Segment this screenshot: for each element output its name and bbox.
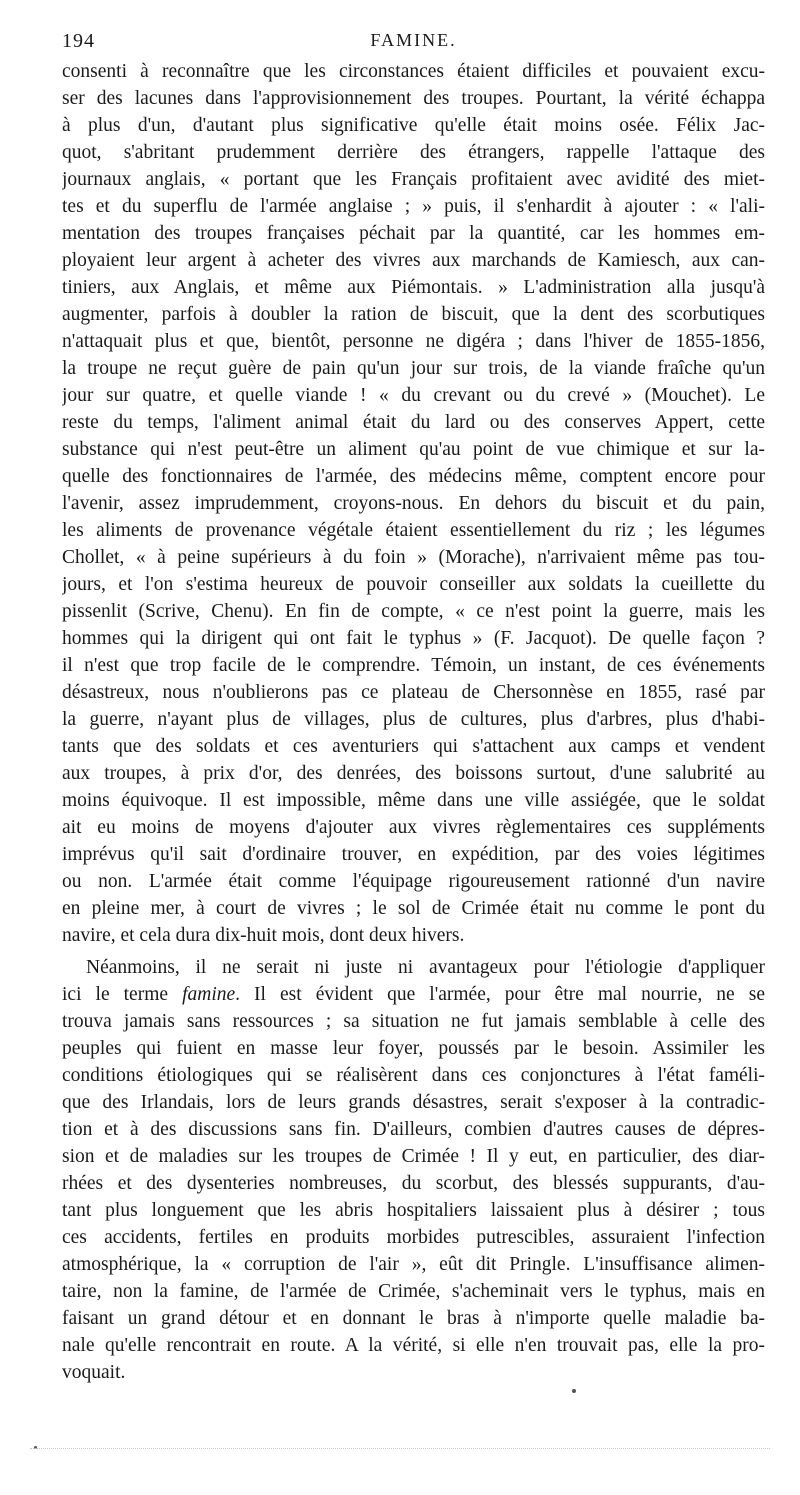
paragraph-2 bbox=[62, 954, 765, 1386]
running-title: FAMINE. bbox=[370, 30, 457, 50]
text-segment: . Il est évident que l'armée, pour être mal nourrie, ne se bbox=[235, 984, 765, 1005]
text-line bbox=[62, 1008, 765, 1035]
text-line bbox=[62, 1305, 765, 1332]
italic-term: famine bbox=[182, 984, 236, 1005]
text-segment: trouva jamais sans ressources ; sa situation ne fut jamais semblable à celle des bbox=[62, 1011, 765, 1032]
text-segment: Néanmoins, il ne serait ni juste ni avantageux pour l'étiologie d'appliquer bbox=[86, 957, 765, 978]
text-line: la guerre, n'ayant plus de villages, plus de cultures, plus d'arbres, plus d'habi- bbox=[62, 709, 765, 730]
text-line: les aliments de provenance végétale étaient essentiellement du riz ; les légumes bbox=[62, 520, 765, 541]
text-line: tiniers, aux Anglais, et même aux Piémontais. » L'administration alla jusqu'à bbox=[62, 277, 765, 298]
text-line bbox=[62, 1035, 765, 1062]
text-line: imprévus qu'il sait d'ordinaire trouver, en expédition, par des voies légitimes bbox=[62, 844, 765, 865]
text-line: ou non. L'armée était comme l'équipage rigoureusement rationné d'un navire bbox=[62, 871, 765, 892]
text-line: mentation des troupes françaises péchait par la quantité, car les hommes em- bbox=[62, 223, 765, 244]
text-line: tes et du superflu de l'armée anglaise ; » puis, il s'enhardit à ajouter : « l'ali- bbox=[62, 196, 765, 217]
text-line: Chollet, « à peine supérieurs à du foin » (Morache), n'arrivaient même pas tou- bbox=[62, 547, 765, 568]
text-line: navire, et cela dura dix-huit mois, dont deux hivers. bbox=[62, 925, 465, 946]
text-line: il n'est que trop facile de le comprendre. Témoin, un instant, de ces événements bbox=[62, 655, 765, 676]
text-line: à plus d'un, d'autant plus significative qu'elle était moins osée. Félix Jac- bbox=[62, 115, 765, 136]
text-segment: que des Irlandais, lors de leurs grands désastres, serait s'exposer à la contradic- bbox=[62, 1092, 765, 1113]
text-line: reste du temps, l'aliment animal était du lard ou des conserves Appert, cette bbox=[62, 412, 765, 433]
text-line bbox=[62, 981, 765, 1008]
text-segment: tion et à des discussions sans fin. D'ailleurs, combien d'autres causes de dépres- bbox=[62, 1119, 765, 1140]
text-line bbox=[62, 1116, 765, 1143]
scan-speck bbox=[572, 1389, 576, 1393]
text-line: pissenlit (Scrive, Chenu). En fin de compte, « ce n'est point la guerre, mais les bbox=[62, 601, 765, 622]
text-line: consenti à reconnaître que les circonstances étaient difficiles et pouvaient excu- bbox=[62, 61, 765, 82]
text-segment: conditions étiologiques qui se réalisèrent dans ces conjonctures à l'état faméli- bbox=[62, 1065, 765, 1086]
text-line bbox=[62, 1224, 765, 1251]
text-line: jour sur quatre, et quelle viande ! « du crevant ou du crevé » (Mouchet). Le bbox=[62, 385, 765, 406]
text-segment: atmosphérique, la « corruption de l'air », eût dit Pringle. L'insuffisance alimen- bbox=[62, 1254, 765, 1275]
text-segment: ici le terme bbox=[62, 984, 183, 1005]
text-line: désastreux, nous n'oublierons pas ce plateau de Chersonnèse en 1855, rasé par bbox=[62, 682, 765, 703]
text-line: augmenter, parfois à doubler la ration de biscuit, que la dent des scorbutiques bbox=[62, 304, 765, 325]
text-line bbox=[62, 1089, 765, 1116]
text-line: ployaient leur argent à acheter des vivres aux marchands de Kamiesch, aux can- bbox=[62, 250, 765, 271]
scan-artifact-line bbox=[30, 1448, 770, 1451]
text-segment: peuples qui fuient en masse leur foyer, poussés par le besoin. Assimiler les bbox=[62, 1038, 765, 1059]
text-line: tants que des soldats et ces aventuriers qui s'attachent aux camps et vendent bbox=[62, 736, 765, 757]
text-line: journaux anglais, « portant que les Français profitaient avec avidité des miet- bbox=[62, 169, 765, 190]
text-line bbox=[62, 1143, 765, 1170]
text-line: l'avenir, assez imprudemment, croyons-nous. En dehors du biscuit et du pain, bbox=[62, 493, 765, 514]
text-line: n'attaquait plus et que, bientôt, personne ne digéra ; dans l'hiver de 1855-1856, bbox=[62, 331, 765, 352]
text-line: hommes qui la dirigent qui ont fait le typhus » (F. Jacquot). De quelle façon ? bbox=[62, 628, 765, 649]
text-line bbox=[62, 1278, 765, 1305]
text-line: la troupe ne reçut guère de pain qu'un jour sur trois, de la viande fraîche qu'un bbox=[62, 358, 765, 379]
text-line: en pleine mer, à court de vivres ; le sol de Crimée était nu comme le pont du bbox=[62, 898, 765, 919]
text-line: ait eu moins de moyens d'ajouter aux vivres règlementaires ces suppléments bbox=[62, 817, 765, 838]
text-line: substance qui n'est peut-être un aliment qu'au point de vue chimique et sur la- bbox=[62, 439, 765, 460]
body-text bbox=[62, 58, 765, 1386]
page-number: 194 bbox=[62, 30, 95, 52]
text-line bbox=[62, 1197, 765, 1224]
text-segment: ces accidents, fertiles en produits morbides putrescibles, assuraient l'infection bbox=[62, 1227, 765, 1248]
text-line: jours, et l'on s'estima heureux de pouvoir conseiller aux soldats la cueillette du bbox=[62, 574, 765, 595]
text-line: quot, s'abritant prudemment derrière des étrangers, rappelle l'attaque des bbox=[62, 142, 765, 163]
text-line: aux troupes, à prix d'or, des denrées, des boissons surtout, d'une salubrité au bbox=[62, 763, 765, 784]
page-header bbox=[62, 30, 765, 56]
text-line bbox=[62, 1251, 765, 1278]
text-segment: voquait. bbox=[62, 1362, 126, 1383]
text-segment: taire, non la famine, de l'armée de Crimée, s'acheminait vers le typhus, mais en bbox=[62, 1281, 765, 1302]
text-segment: nale qu'elle rencontrait en route. A la vérité, si elle n'en trouvait pas, elle la pro- bbox=[62, 1335, 765, 1356]
text-line bbox=[62, 1332, 765, 1359]
text-line bbox=[62, 954, 765, 981]
text-line: ser des lacunes dans l'approvisionnement des troupes. Pourtant, la vérité échappa bbox=[62, 88, 765, 109]
text-segment: tant plus longuement que les abris hospitaliers laissaient plus à désirer ; tous bbox=[62, 1200, 765, 1221]
text-segment: rhées et des dysenteries nombreuses, du scorbut, des blessés suppurants, d'au- bbox=[62, 1173, 765, 1194]
text-line: quelle des fonctionnaires de l'armée, des médecins même, comptent encore pour bbox=[62, 466, 765, 487]
text-line bbox=[62, 1359, 765, 1386]
text-segment: sion et de maladies sur les troupes de Crimée ! Il y eut, en particulier, des diar- bbox=[62, 1146, 765, 1167]
text-line bbox=[62, 1062, 765, 1089]
paragraph-1 bbox=[62, 58, 765, 949]
text-line bbox=[62, 1170, 765, 1197]
text-line: moins équivoque. Il est impossible, même dans une ville assiégée, que le soldat bbox=[62, 790, 765, 811]
text-segment: faisant un grand détour et en donnant le bras à n'importe quelle maladie ba- bbox=[62, 1308, 765, 1329]
